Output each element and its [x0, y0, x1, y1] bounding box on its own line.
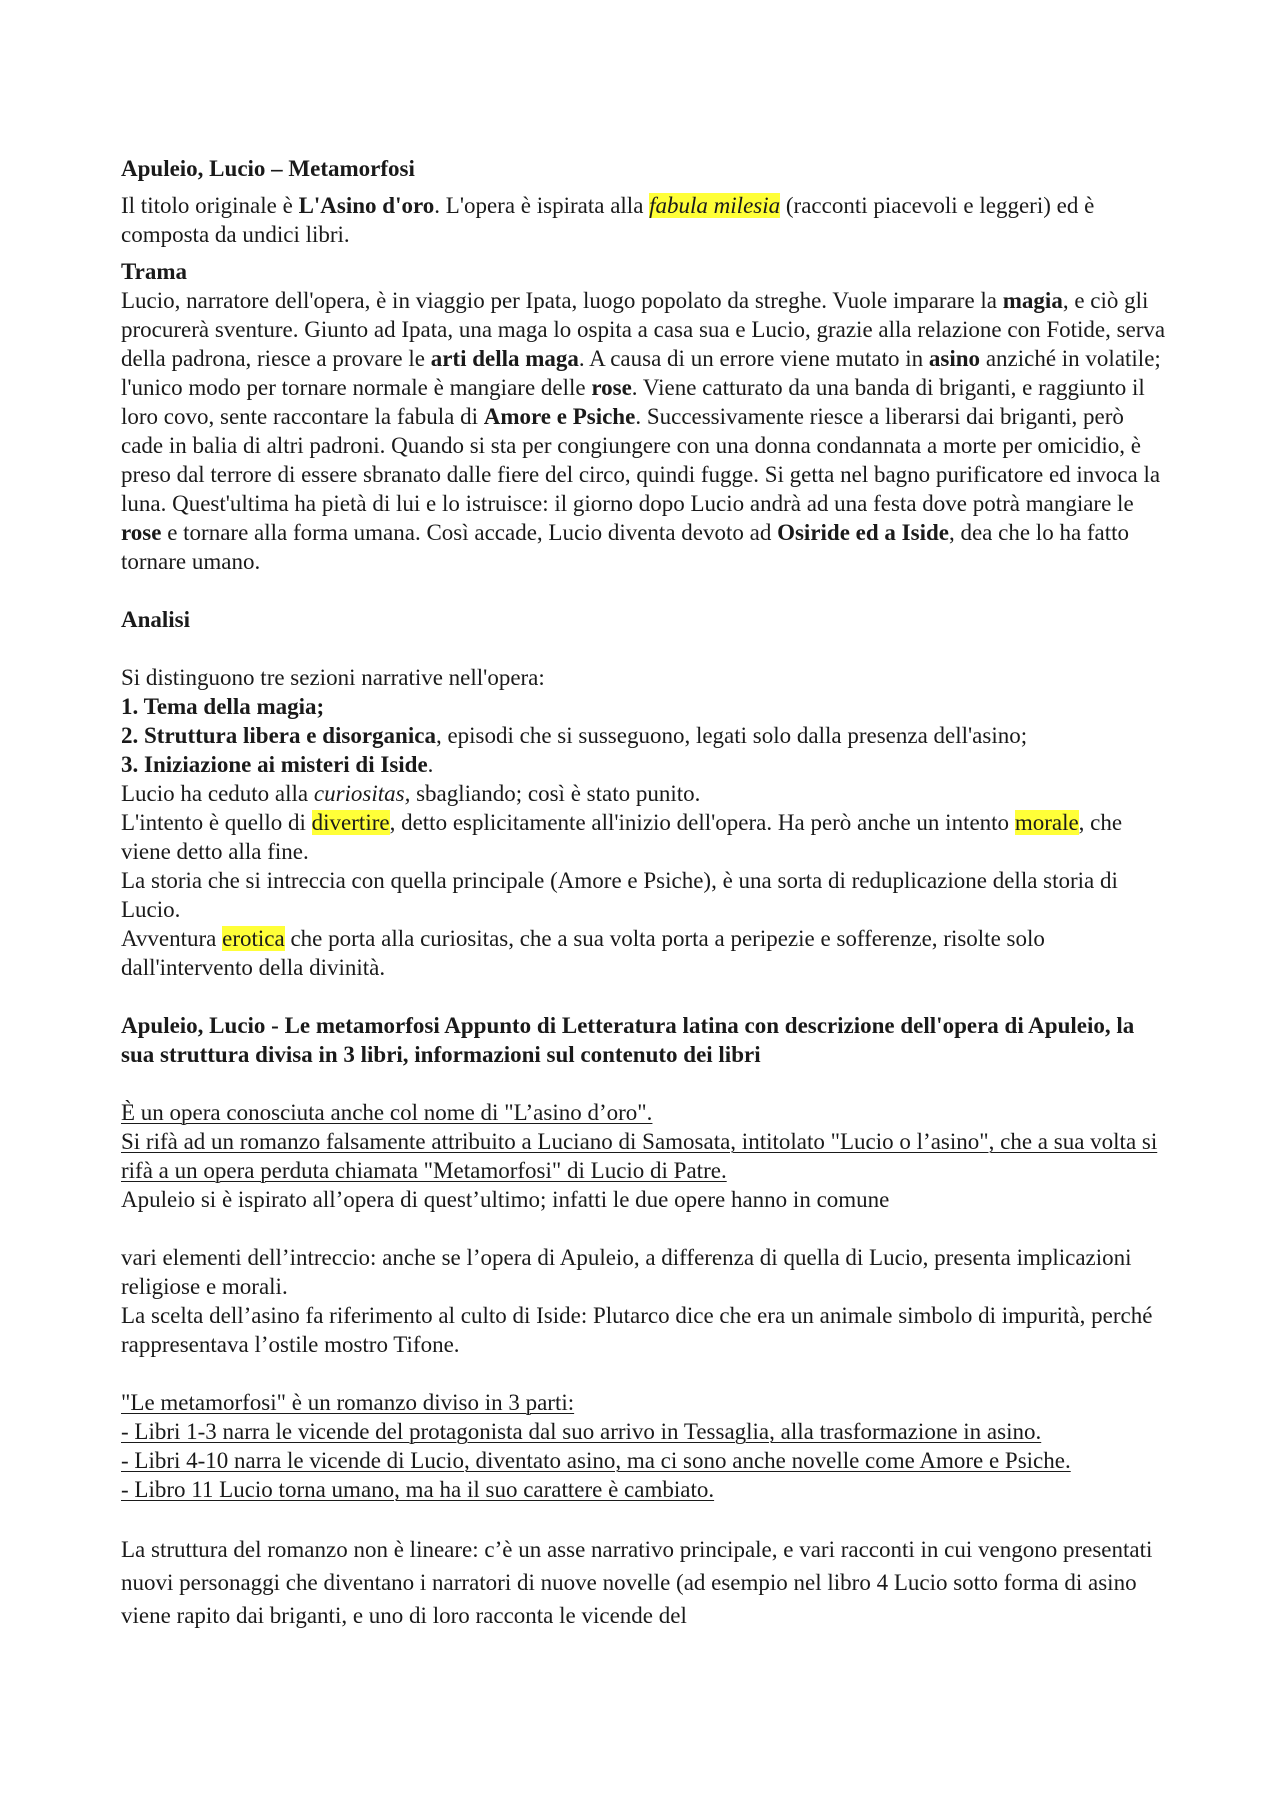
text-run: anziché in volatile; l'unico modo per tornare normale è mangiare delle	[121, 346, 1161, 400]
bold-run: 3. Iniziazione ai misteri di Iside	[121, 752, 428, 777]
asino-culto-paragraph: La scelta dell’asino fa riferimento al culto di Iside: Plutarco dice che era un animale simbolo di impurità, perché rappresentava l’ostile mostro Tifone.	[121, 1303, 1153, 1357]
highlighted-term: fabula milesia	[649, 193, 781, 218]
analisi-item-1: 1. Tema della magia;	[121, 694, 325, 719]
text-run: , episodi che si susseguono, legati solo dalla presenza dell'asino;	[435, 723, 1028, 748]
analisi-heading: Analisi	[121, 607, 191, 632]
text-run: che porta alla curiositas, che a sua volta porta a peripezie e sofferenze, risolte solo dall'intervento della divinità.	[121, 926, 1045, 980]
text-run: sbagliando; così è stato punito.	[410, 781, 701, 806]
underlined-run: - Libro 11 Lucio torna umano, ma ha il suo carattere è cambiato.	[121, 1477, 715, 1502]
text-run: . A causa di un errore viene mutato in	[578, 346, 929, 371]
storia-paragraph: La storia che si intreccia con quella principale (Amore e Psiche), è una sorta di reduplicazione della storia di Lucio.	[121, 868, 1118, 922]
highlighted-term: erotica	[222, 926, 285, 951]
intro-paragraph	[121, 191, 1171, 249]
text-run: e tornare alla forma umana. Così accade, Lucio diventa devoto ad	[161, 520, 778, 545]
text-run: L'intento è quello di	[121, 810, 312, 835]
text-run: . Viene catturato da una banda di briganti, e raggiunto il loro covo, sente raccontare la fabula di	[121, 375, 1145, 429]
curiositas-line	[121, 779, 1171, 808]
underlined-run: Si rifà ad un romanzo falsamente attribuito a Luciano di Samosata, intitolato "Lucio o l’asino", che a sua volta si rifà a un opera perduta chiamata "Metamorfosi" di Lucio di Patre.	[121, 1129, 1158, 1183]
text-run: .	[427, 752, 434, 777]
italic-run: curiositas,	[313, 781, 411, 806]
bold-run: asino	[928, 346, 981, 371]
text-run: Lucio, narratore dell'opera, è in viaggio per Ipata, luogo popolato da streghe. Vuole imparare la	[121, 288, 1003, 313]
text-run: Avventura	[121, 926, 223, 951]
avventura-paragraph	[121, 924, 1171, 982]
underlined-paragraph	[121, 1098, 1171, 1185]
analisi-item-3	[121, 750, 1171, 779]
text-run: , e ciò gli procurerà sventure. Giunto ad Ipata, una maga lo ospita a casa sua e Lucio, grazie alla relazione con Fotide, serva della padrona, riesce a provare le	[121, 288, 1166, 371]
underlined-run: - Libri 4-10 narra le vicende di Lucio, diventato asino, ma ci sono anche novelle come Amore e Psiche.	[121, 1448, 1071, 1473]
text-run: , detto esplicitamente all'inizio dell'opera. Ha però anche un intento	[389, 810, 1015, 835]
text-run: , che viene detto alla fine.	[121, 810, 1123, 864]
bold-run: rose	[591, 375, 632, 400]
bold-run: Osiride ed a Iside	[777, 520, 949, 545]
struttura-paragraph: La struttura del romanzo non è lineare: c’è un asse narrativo principale, e vari racconti in cui vengono presentati nuovi personaggi che diventano i narratori di nuove novelle (ad esempio nel libro 4 Lucio sotto forma di asino viene rapito dai briganti, e uno di loro racconta le vicende del	[121, 1537, 1153, 1628]
text-run: (racconti piacevoli e leggeri) ed è composta da undici libri.	[121, 193, 1095, 247]
bold-run: arti della maga	[430, 346, 579, 371]
bold-run: L'Asino d'oro	[298, 193, 435, 218]
intreccio-paragraph: vari elementi dell’intreccio: anche se l’opera di Apuleio, a differenza di quella di Lucio, presenta implicazioni religiose e morali.	[121, 1245, 1132, 1299]
analisi-intro: Si distinguono tre sezioni narrative nell'opera:	[121, 665, 545, 690]
parts-list	[121, 1388, 1171, 1504]
underlined-run: È un opera conosciuta anche col nome di "L’asino d’oro".	[121, 1100, 653, 1125]
bold-run: 2. Struttura libera e disorganica	[121, 723, 436, 748]
ispirazione-line: Apuleio si è ispirato all’opera di quest’ultimo; infatti le due opere hanno in comune	[121, 1187, 890, 1212]
intento-paragraph	[121, 808, 1171, 866]
trama-paragraph	[121, 286, 1171, 576]
text-run: . Successivamente riesce a liberarsi dai briganti, però cade in balia di altri padroni. Quando si sta per congiungere con una donna condannata a morte per omicidio, è preso dal terrore di essere sbranato dalle fiere del circo, quindi fugge. Si getta nel bagno purificatore ed invoca la luna. Quest'ultima ha pietà di lui e lo istruisce: il giorno dopo Lucio andrà ad una festa dove potrà mangiare le	[121, 404, 1161, 516]
document-body	[121, 154, 1171, 1632]
trama-heading: Trama	[121, 259, 188, 284]
highlighted-term: morale	[1014, 810, 1079, 835]
underlined-run: "Le metamorfosi" è un romanzo diviso in 3 parti:	[121, 1390, 575, 1415]
bold-run: Amore e Psiche	[483, 404, 636, 429]
text-run: , dea che lo ha fatto tornare umano.	[121, 520, 1130, 574]
text-run: Lucio ha ceduto alla	[121, 781, 314, 806]
highlighted-term: divertire	[311, 810, 390, 835]
analisi-item-2	[121, 721, 1171, 750]
second-section-heading: Apuleio, Lucio - Le metamorfosi Appunto di Letteratura latina con descrizione dell'opera di Apuleio, la sua struttura divisa in 3 libri, informazioni sul contenuto dei libri	[121, 1013, 1135, 1067]
text-run: . L'opera è ispirata alla	[434, 193, 650, 218]
document-title: Apuleio, Lucio – Metamorfosi	[121, 156, 415, 181]
underlined-run: - Libri 1-3 narra le vicende del protagonista dal suo arrivo in Tessaglia, alla trasformazione in asino.	[121, 1419, 1042, 1444]
text-run: Il titolo originale è	[121, 193, 299, 218]
bold-run: magia	[1002, 288, 1063, 313]
bold-run: rose	[121, 520, 162, 545]
